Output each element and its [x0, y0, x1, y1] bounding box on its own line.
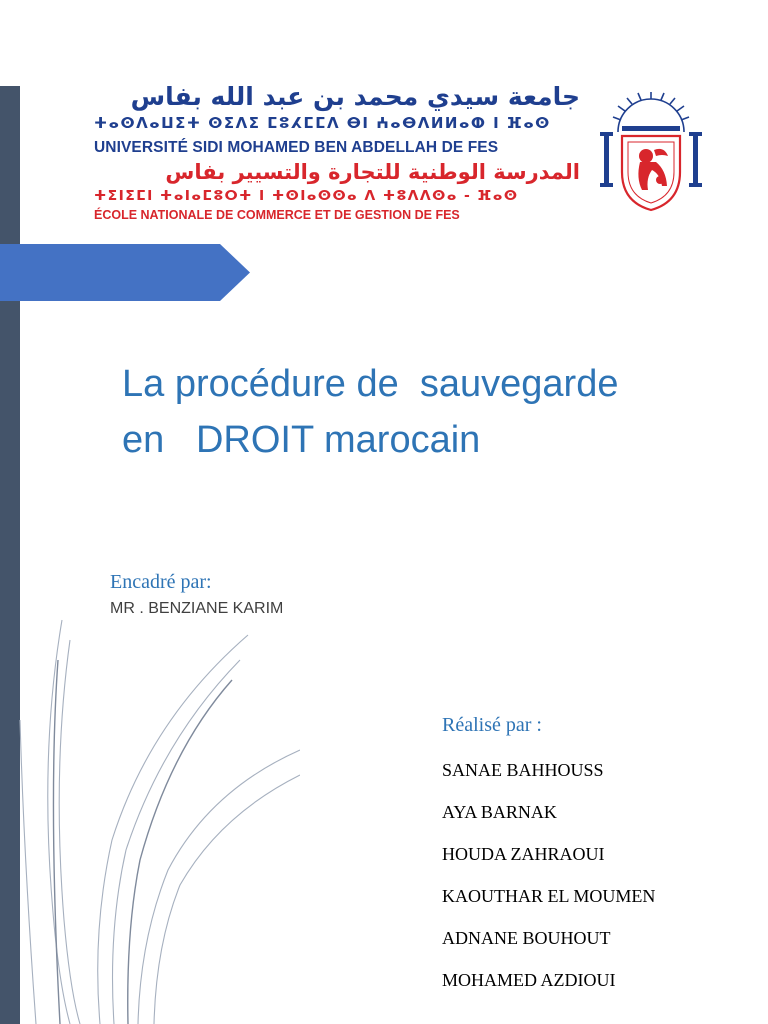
university-emblem-icon — [596, 90, 706, 215]
university-name: UNIVERSITÉ SIDI MOHAMED BEN ABDELLAH DE FES — [94, 139, 499, 156]
author-name: KAOUTHAR EL MOUMEN — [442, 886, 656, 906]
author-name: HOUDA ZAHRAOUI — [442, 844, 605, 864]
author-name: MOHAMED AZDIOUI — [442, 970, 616, 990]
university-name-arabic: جامعة سيدي محمد بن عبد الله بفاس — [130, 82, 580, 111]
university-name-tifinagh: ⵜⴰⵙⴷⴰⵡⵉⵜ ⵙⵉⴷⵉ ⵎⵓⵃⵎⵎⴷ ⴱⵏ ⵄⴰⴱⴷⵍⵍⴰⵀ ⵏ ⴼⴰⵙ — [94, 114, 551, 132]
author-name: SANAE BAHHOUSS — [442, 760, 604, 780]
author-name: AYA BARNAK — [442, 802, 557, 822]
supervisor-label: Encadré par: — [110, 571, 212, 593]
decorative-arrow — [0, 244, 250, 301]
supervisor-name: MR . BENZIANE KARIM — [110, 600, 284, 617]
authors-label: Réalisé par : — [442, 714, 542, 736]
title-line-2: en DROIT marocain — [122, 419, 481, 461]
author-name: ADNANE BOUHOUT — [442, 928, 611, 948]
institution-header — [94, 84, 594, 225]
decorative-swirl — [0, 600, 300, 1024]
school-name-arabic: المدرسة الوطنية للتجارة والتسيير بفاس — [165, 160, 580, 184]
school-name-tifinagh: ⵜⵉⵏⵉⵎⵏ ⵜⴰⵏⴰⵎⵓⵔⵜ ⵏ ⵜⵙⵏⴰⵙⵙⴰ ⴷ ⵜⵓⴷⴷⵙⴰ - ⴼⴰⵙ — [94, 188, 519, 204]
document-title — [122, 356, 722, 468]
title-line-1: La procédure de sauvegarde — [122, 363, 619, 405]
school-name: ÉCOLE NATIONALE DE COMMERCE ET DE GESTION DE FES — [94, 208, 460, 222]
